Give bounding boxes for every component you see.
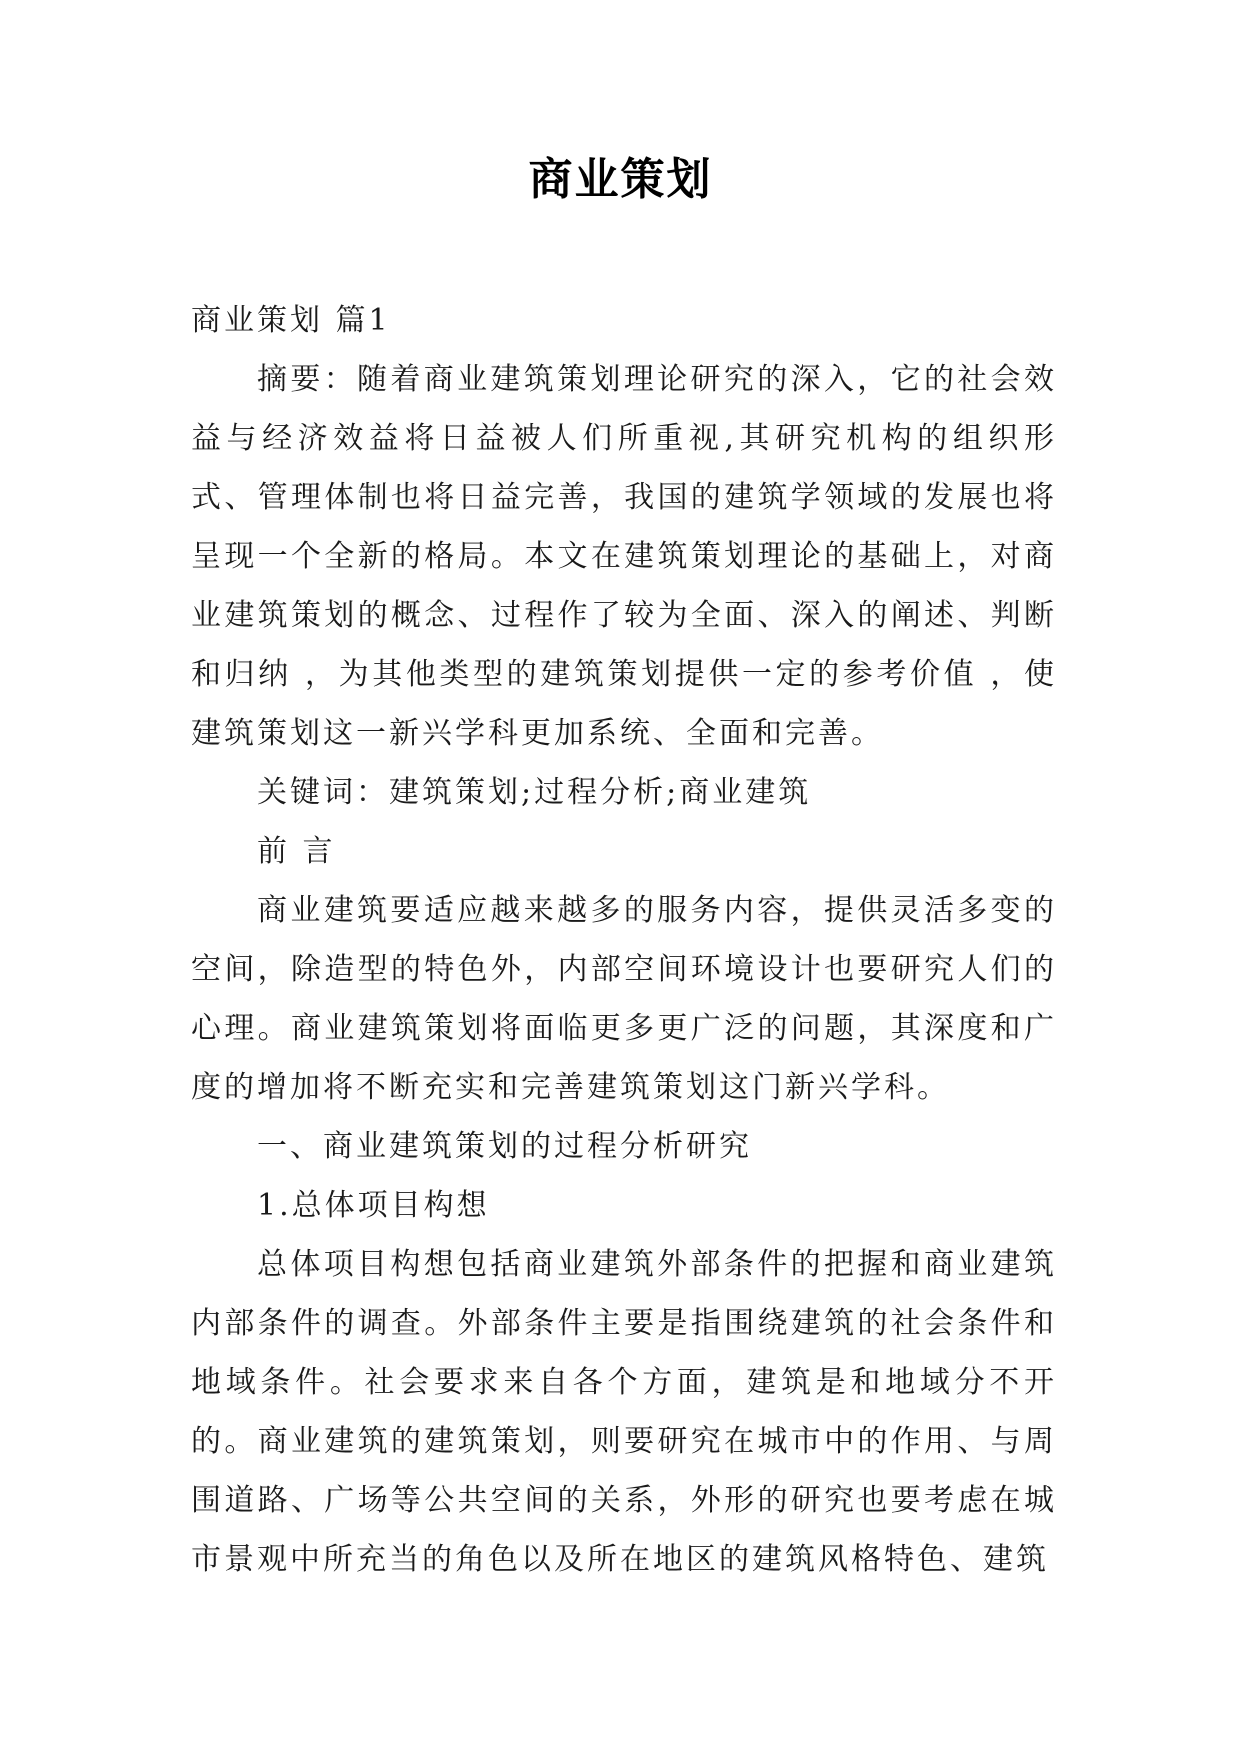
document-title: 商业策划 (528, 154, 713, 205)
preface-heading: 前 言 (257, 834, 336, 869)
body-paragraph: 总体项目构想包括商业建筑外部条件的把握和商业建筑内部条件的调查。外部条件主要是指围绕建筑的社会条件和地域条件。社会要求来自各个方面，建筑是和地域分不开的。商业建筑的建筑策划，则要研究在城市中的作用、与周围道路、广场等公共空间的关系，外形的研究也要考虑在城市景观中所充当的角色以及所在地区的建筑风格特色、建筑 (191, 1247, 1057, 1577)
section-heading: 商业策划 篇1 (191, 303, 391, 338)
abstract-paragraph: 摘要：随着商业建筑策划理论研究的深入，它的社会效益与经济效益将日益被人们所重视,其研究机构的组织形式、管理体制也将日益完善，我国的建筑学领域的发展也将呈现一个全新的格局。本文在建筑策划理论的基础上，对商业建筑策划的概念、过程作了较为全面、深入的阐述、判断和归纳 ，为其他类型的建筑策划提供一定的参考价值 ，使建筑策划这一新兴学科更加系统、全面和完善。 (191, 362, 1057, 751)
document-body (191, 291, 1057, 1589)
keywords-paragraph: 关键词：建筑策划;过程分析;商业建筑 (257, 775, 812, 810)
preface-paragraph: 商业建筑要适应越来越多的服务内容，提供灵活多变的空间，除造型的特色外，内部空间环境设计也要研究人们的心理。商业建筑策划将面临更多更广泛的问题，其深度和广度的增加将不断充实和完善建筑策划这门新兴学科。 (191, 893, 1057, 1105)
subsection-heading: 1.总体项目构想 (257, 1188, 490, 1223)
chapter-heading: 一、商业建筑策划的过程分析研究 (257, 1129, 752, 1164)
